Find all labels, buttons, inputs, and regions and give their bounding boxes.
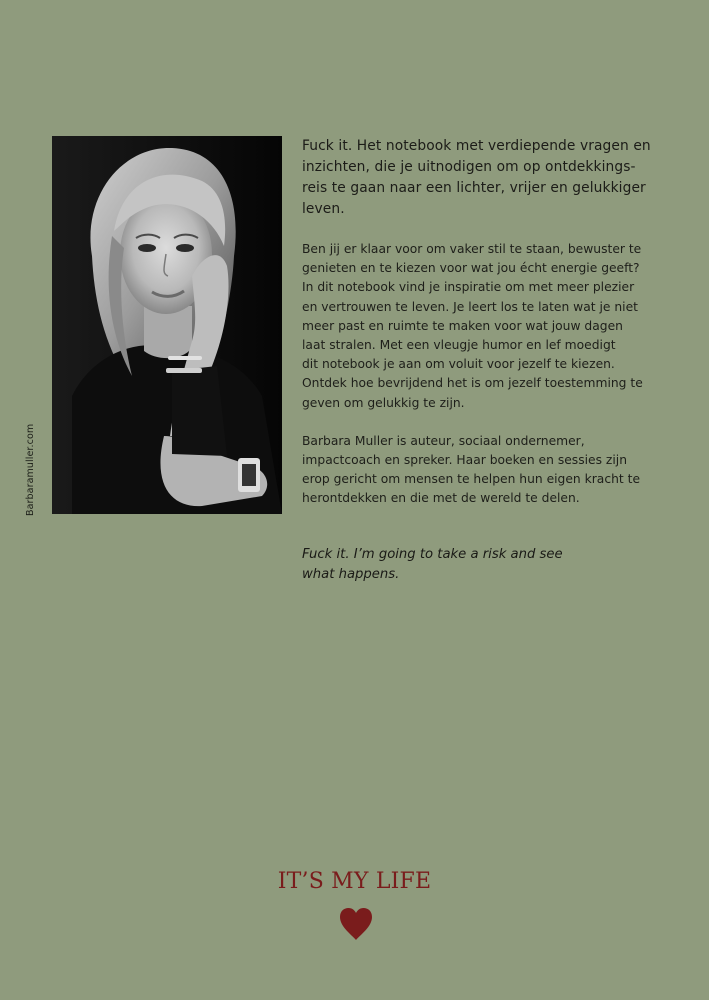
body-line: In dit notebook vind je inspiratie om met meer plezier — [302, 280, 635, 295]
bio-line: erop gericht om mensen te helpen hun eigen kracht te — [302, 472, 641, 487]
intro-line: inzichten, die je uitnodigen om op ontdekkings- — [302, 159, 636, 175]
quote-line: Fuck it. I’m going to take a risk and see — [302, 546, 563, 562]
closing-quote — [302, 545, 654, 585]
body-line: Ontdek hoe bevrijdend het is om jezelf toestemming te — [302, 376, 643, 391]
quote-line: what happens. — [302, 566, 400, 582]
author-portrait — [52, 136, 282, 514]
photo-credit: Barbaramuller.com — [25, 423, 36, 516]
text-column — [302, 136, 654, 585]
body-line: genieten en te kiezen voor wat jou écht energie geeft? — [302, 261, 640, 276]
portrait-illustration — [52, 136, 282, 514]
body-line: meer past en ruimte te maken voor wat jouw dagen — [302, 318, 623, 333]
heart-icon — [338, 906, 374, 942]
intro-line: reis te gaan naar een lichter, vrijer en gelukkiger — [302, 180, 646, 196]
author-bio-paragraph — [302, 432, 654, 509]
intro-line: leven. — [302, 201, 345, 217]
body-line: Ben jij er klaar voor om vaker stil te staan, bewuster te — [302, 242, 642, 256]
body-line: dit notebook je aan om voluit voor jezelf te kiezen. — [302, 357, 615, 372]
body-line: geven om gelukkig te zijn. — [302, 395, 465, 410]
bio-line: herontdekken en die met de wereld te delen. — [302, 491, 580, 506]
intro-heading — [302, 136, 654, 220]
bio-line: impactcoach en spreker. Haar boeken en sessies zijn — [302, 453, 627, 468]
body-line: laat stralen. Met een vleugje humor en lef moedigt — [302, 338, 616, 353]
body-line: en vertrouwen te leven. Je leert los te laten wat je niet — [302, 299, 638, 314]
series-logo-text: IT’S MY LIFE — [277, 869, 432, 894]
description-paragraph — [302, 240, 654, 413]
bio-line: Barbara Muller is auteur, sociaal ondernemer, — [302, 433, 585, 448]
intro-line: Fuck it. Het notebook met verdiepende vragen en — [302, 138, 651, 154]
